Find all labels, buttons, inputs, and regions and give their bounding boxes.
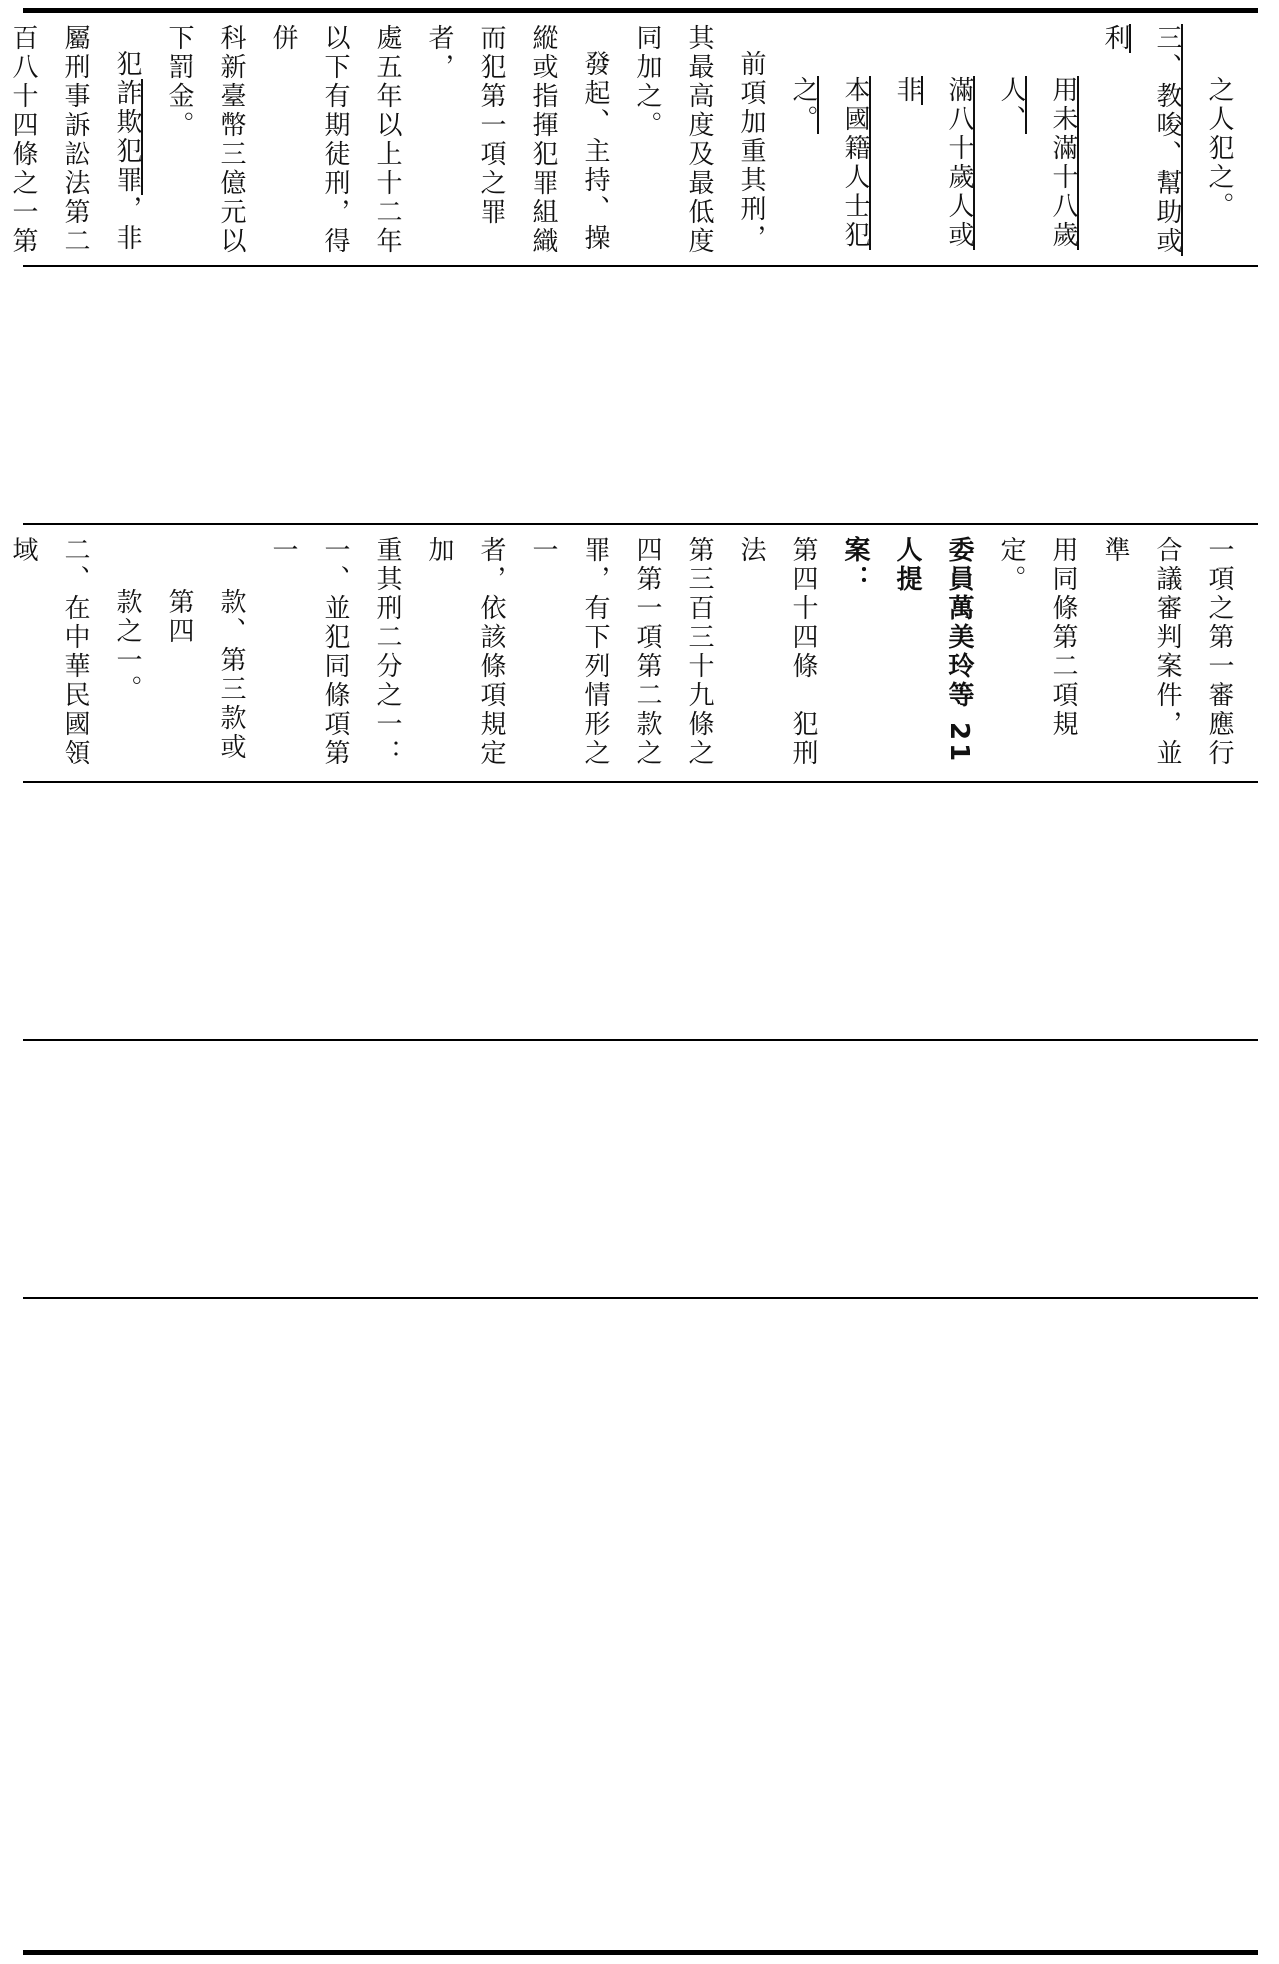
underlined-text: 三、教唆、幫助或利 [1100,24,1182,256]
text-line [49,24,101,264]
text-segment: 其最高度及最低度 [684,24,714,256]
table-bottom-border [23,1950,1258,1955]
text-line [1089,536,1193,778]
underlined-text: 用未滿十八歲人、 [996,76,1078,250]
text-segment: 罪，有下列情形之一 [528,536,610,768]
text-line [0,24,49,264]
text-line [725,536,829,778]
text-line [621,24,673,264]
text-line [413,536,517,778]
text-line [881,536,985,778]
text-line [777,24,881,264]
text-segment: 以下有期徒刑，得併 [268,24,350,256]
text-line [517,24,569,264]
text-segment: 處五年以上十二年 [372,24,402,256]
text-segment: 合議審判案件，並準 [1100,536,1182,768]
text-segment: 之人犯之。 [1204,76,1234,221]
text-line [257,24,361,264]
text-line [257,536,361,778]
text-segment: 科新臺幣三億元以 [216,24,246,256]
text-line [413,24,517,264]
text-line [725,24,777,264]
text-line [829,536,881,778]
text-segment: 屬刑事訴訟法第二 [60,24,90,256]
text-line [0,536,101,778]
text-line [517,536,621,778]
text-line [101,536,153,778]
text-segment: 第三百三十九條之 [684,536,714,768]
text-segment: 用同條第二項規定。 [996,536,1078,739]
underlined-text: 詐欺犯罪 [112,79,142,195]
text-line [1193,536,1245,778]
text-line [205,24,257,264]
row-divider [23,1039,1258,1041]
text-segment: 百八十四條之一第 [8,24,38,256]
text-segment: 發起、主持、操 [580,50,610,253]
text-segment: 委員萬美玲等 21 人提 [892,536,974,765]
text-segment: 重其刑二分之一： [372,536,402,768]
text-segment: 四第一項第二款之 [632,536,662,768]
row-divider [23,781,1258,783]
text-segment: 同加之。 [632,24,662,140]
text-segment: 者，依該條項規定加 [424,536,506,768]
text-line [361,536,413,778]
text-segment: 款、第三款或第四 [164,588,246,762]
text-segment: 一、並犯同條項第一 [268,536,350,768]
table-top-border [23,8,1258,13]
text-line [673,24,725,264]
table-row-1-text [8,24,1245,264]
text-segment: 款之一。 [112,588,142,704]
text-line [153,536,257,778]
row-divider [23,1297,1258,1299]
underlined-text: 本國籍人士犯之。 [788,76,870,250]
text-line [361,24,413,264]
text-segment: 而犯第一項之罪者， [424,24,506,227]
text-segment: 下罰金。 [164,24,194,140]
text-line [985,536,1089,778]
row-divider [23,523,1258,525]
table-row-2-empty [23,268,1258,522]
table-row-4-empty [23,784,1258,1038]
text-segment: 案： [840,536,870,594]
table-row-5-empty [23,1042,1258,1296]
text-line [621,536,673,778]
text-segment: 縱或指揮犯罪組織 [528,24,558,256]
row-divider [23,265,1258,267]
text-line [673,536,725,778]
underlined-text: 滿八十歲人或非 [892,76,974,250]
text-segment: 第四十四條 犯刑法 [736,536,818,768]
text-segment: 一項之第一審應行 [1204,536,1234,768]
text-segment: ，非 [112,195,142,253]
text-line [1193,24,1245,264]
text-line [881,24,985,264]
text-line [101,24,153,264]
text-segment: 犯 [112,50,142,79]
table-row-6-empty [23,1300,1258,1948]
text-line [985,24,1089,264]
text-segment: 前項加重其刑， [736,50,766,253]
text-line [153,24,205,264]
text-line [569,24,621,264]
table-row-3-text [8,536,1245,778]
text-segment: 二、在中華民國領域 [8,536,90,768]
text-line [1089,24,1193,264]
